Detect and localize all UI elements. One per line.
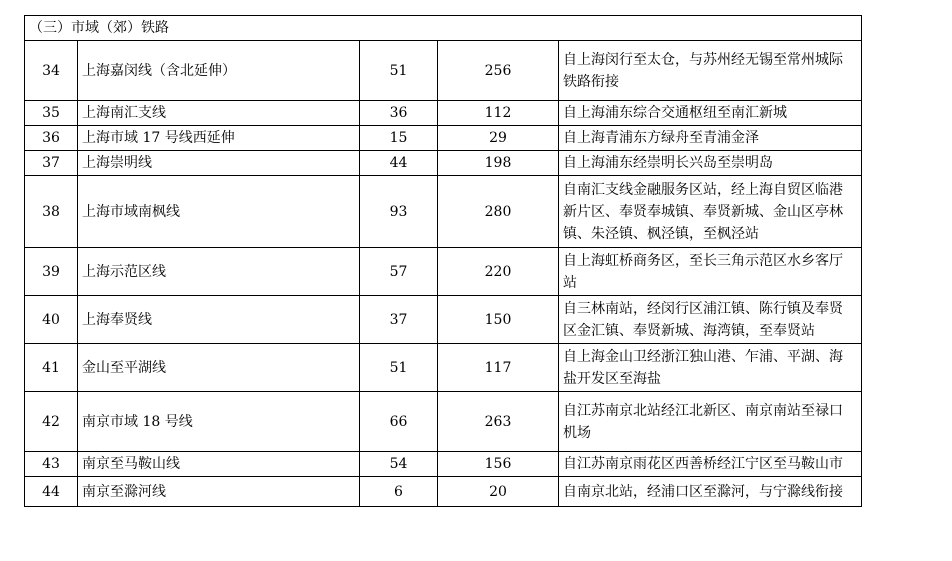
row-number: 43 <box>25 452 78 477</box>
description-line: 机场 <box>563 424 591 441</box>
table-row <box>25 452 862 477</box>
description-line: 自江苏南京雨花区西善桥经江宁区至马鞍山市 <box>563 456 843 472</box>
table-row <box>25 477 862 507</box>
investment-value: 198 <box>438 151 559 176</box>
length-value: 66 <box>360 392 438 452</box>
description-line: 自上海金山卫经浙江独山港、乍浦、平湖、海 <box>563 348 843 365</box>
table-body <box>25 16 862 507</box>
length-value: 51 <box>360 41 438 101</box>
section-header-row <box>25 16 862 41</box>
description-line: 自上海闵行至太仓，与苏州经无锡至常州城际 <box>563 51 843 68</box>
row-number: 44 <box>25 477 78 507</box>
table-row <box>25 176 862 248</box>
table-row <box>25 392 862 452</box>
row-number: 37 <box>25 151 78 176</box>
table-row <box>25 296 862 344</box>
description-line: 盐开发区至海盐 <box>563 370 661 387</box>
investment-value: 20 <box>438 477 559 507</box>
length-value: 93 <box>360 176 438 248</box>
line-name: 上海嘉闵线（含北延伸） <box>78 41 360 101</box>
description-line: 自南汇支线金融服务区站，经上海自贸区临港 <box>563 181 843 198</box>
length-value: 51 <box>360 344 438 392</box>
investment-value: 156 <box>438 452 559 477</box>
length-value: 44 <box>360 151 438 176</box>
length-value: 54 <box>360 452 438 477</box>
route-description <box>559 126 862 151</box>
description-line: 新片区、奉贤奉城镇、奉贤新城、金山区亭林 <box>563 203 843 220</box>
table-row <box>25 151 862 176</box>
route-description <box>559 452 862 477</box>
description-line: 镇、朱泾镇、枫泾镇，至枫泾站 <box>563 225 759 242</box>
investment-value: 117 <box>438 344 559 392</box>
investment-value: 220 <box>438 248 559 296</box>
line-name: 上海市域 17 号线西延伸 <box>78 126 360 151</box>
description-line: 自上海虹桥商务区，至长三角示范区水乡客厅 <box>563 252 843 269</box>
length-value: 37 <box>360 296 438 344</box>
row-number: 34 <box>25 41 78 101</box>
line-name: 上海南汇支线 <box>78 101 360 126</box>
investment-value: 29 <box>438 126 559 151</box>
route-description <box>559 296 862 344</box>
route-description <box>559 248 862 296</box>
description-line: 自三林南站，经闵行区浦江镇、陈行镇及奉贤 <box>563 300 843 317</box>
investment-value: 280 <box>438 176 559 248</box>
description-line: 区金汇镇、奉贤新城、海湾镇，至奉贤站 <box>563 322 815 339</box>
length-value: 36 <box>360 101 438 126</box>
line-name: 上海奉贤线 <box>78 296 360 344</box>
section-title: （三）市域（郊）铁路 <box>25 16 862 41</box>
route-description <box>559 176 862 248</box>
row-number: 41 <box>25 344 78 392</box>
row-number: 35 <box>25 101 78 126</box>
route-description <box>559 41 862 101</box>
route-description <box>559 344 862 392</box>
row-number: 40 <box>25 296 78 344</box>
route-description <box>559 101 862 126</box>
description-line: 自上海青浦东方绿舟至青浦金泽 <box>563 130 759 146</box>
route-description <box>559 151 862 176</box>
length-value: 57 <box>360 248 438 296</box>
row-number: 39 <box>25 248 78 296</box>
description-line: 铁路衔接 <box>563 73 619 90</box>
route-description <box>559 392 862 452</box>
table-row <box>25 344 862 392</box>
table-row <box>25 126 862 151</box>
line-name: 南京至滁河线 <box>78 477 360 507</box>
description-line: 自江苏南京北站经江北新区、南京南站至禄口 <box>563 402 843 419</box>
table-row <box>25 248 862 296</box>
investment-value: 256 <box>438 41 559 101</box>
line-name: 上海崇明线 <box>78 151 360 176</box>
length-value: 15 <box>360 126 438 151</box>
route-description <box>559 477 862 507</box>
row-number: 36 <box>25 126 78 151</box>
investment-value: 150 <box>438 296 559 344</box>
investment-value: 263 <box>438 392 559 452</box>
row-number: 38 <box>25 176 78 248</box>
description-line: 自南京北站，经浦口区至滁河，与宁滁线衔接 <box>563 483 843 500</box>
table-row <box>25 101 862 126</box>
investment-value: 112 <box>438 101 559 126</box>
length-value: 6 <box>360 477 438 507</box>
table-row <box>25 41 862 101</box>
line-name: 南京市域 18 号线 <box>78 392 360 452</box>
line-name: 南京至马鞍山线 <box>78 452 360 477</box>
line-name: 上海示范区线 <box>78 248 360 296</box>
description-line: 站 <box>563 274 577 291</box>
line-name: 金山至平湖线 <box>78 344 360 392</box>
description-line: 自上海浦东综合交通枢纽至南汇新城 <box>563 105 787 121</box>
description-line: 自上海浦东经崇明长兴岛至崇明岛 <box>563 155 773 171</box>
railway-table <box>24 15 862 507</box>
row-number: 42 <box>25 392 78 452</box>
line-name: 上海市域南枫线 <box>78 176 360 248</box>
